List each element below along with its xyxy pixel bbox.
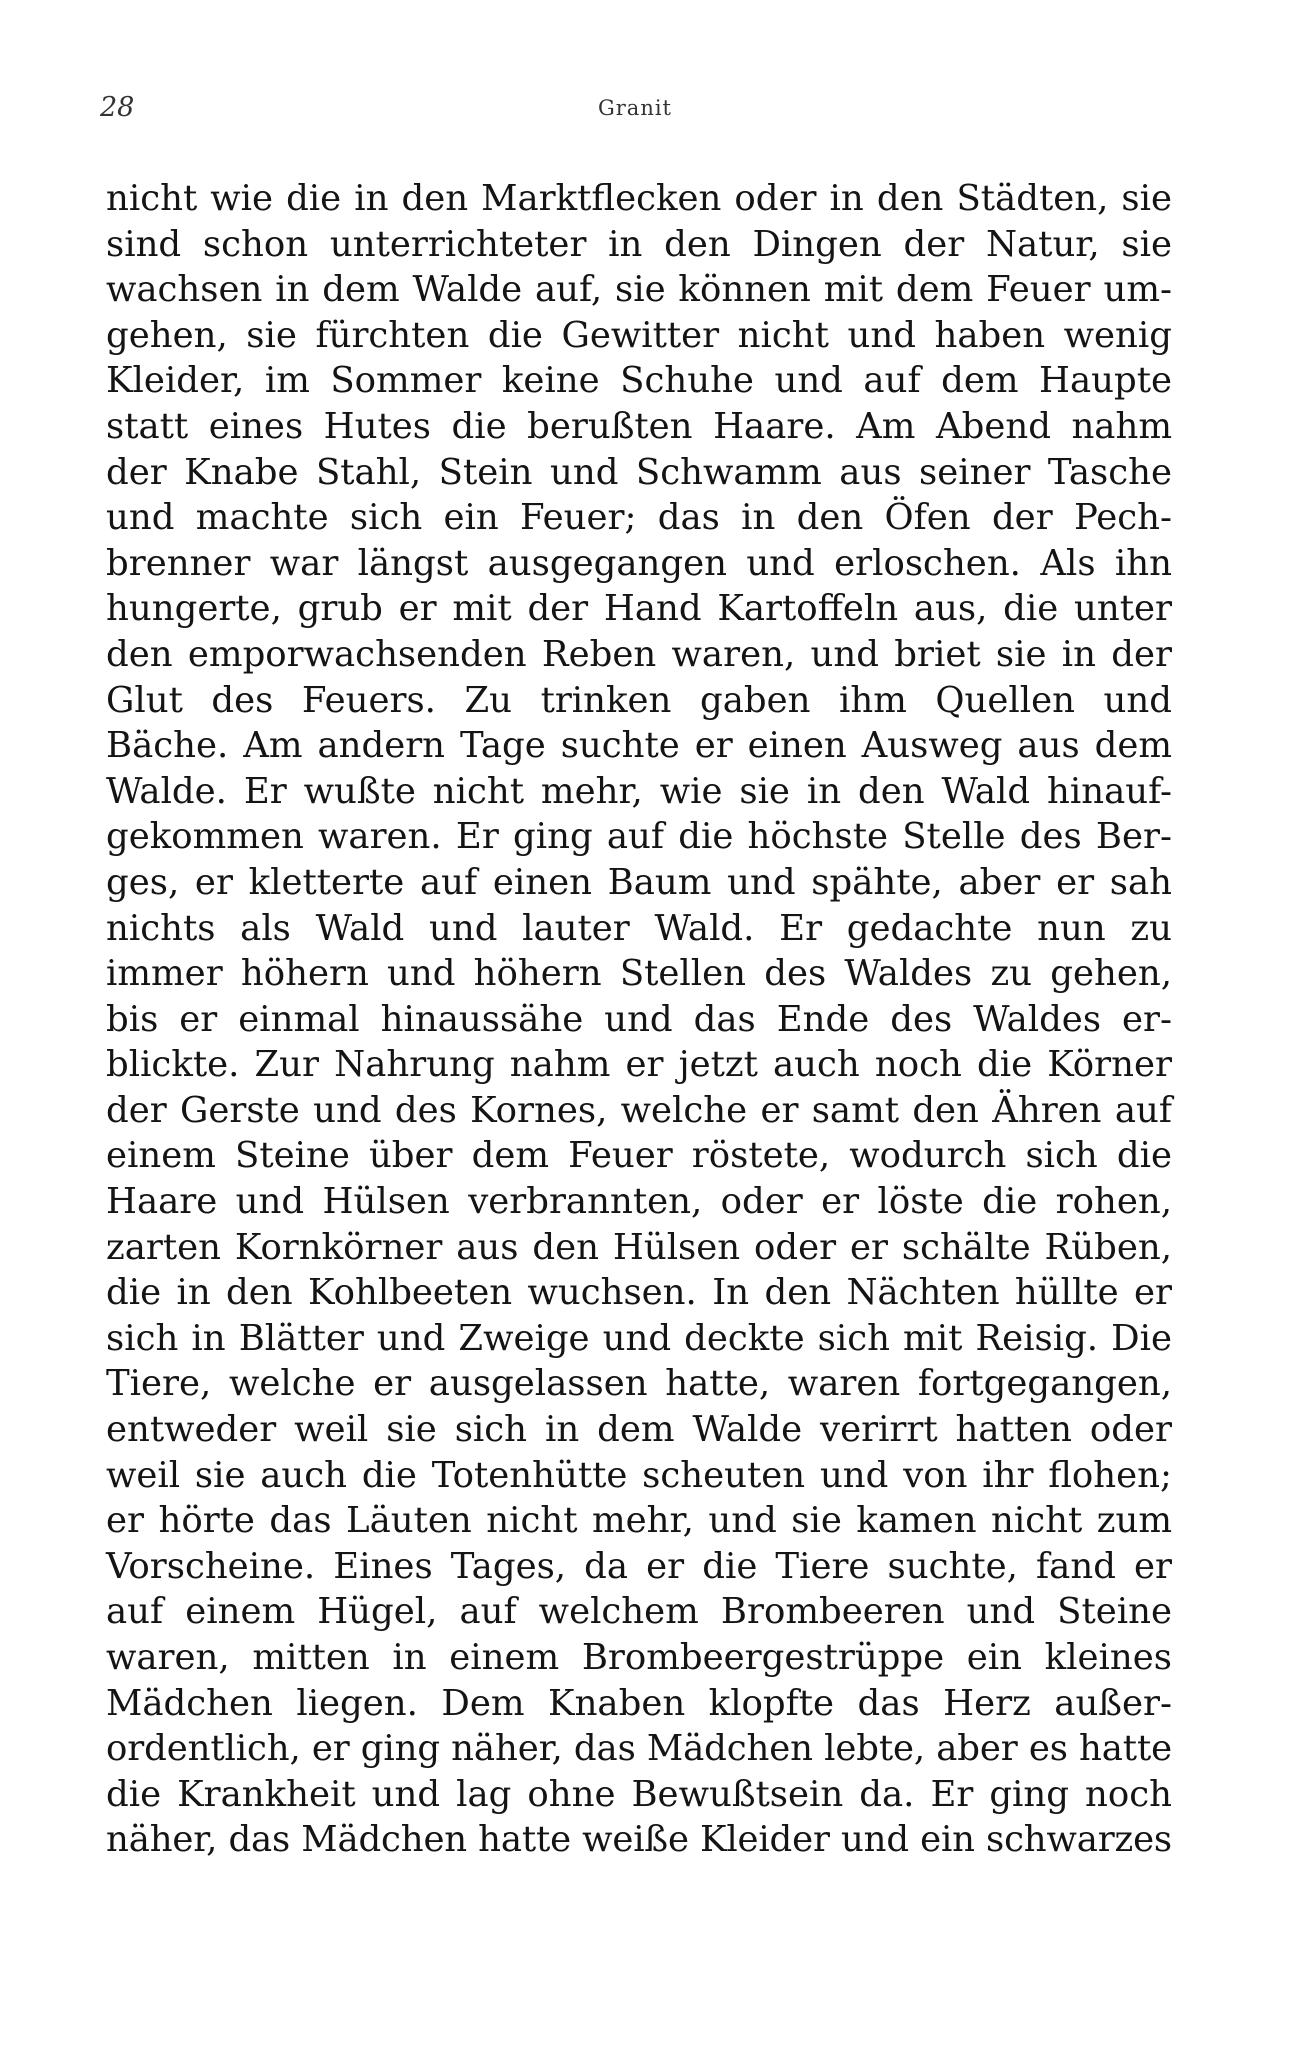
text-line: der Gerste und des Kornes, welche er samt den Ähren auf: [106, 1089, 1172, 1131]
text-line: sind schon unterrichteter in den Dingen der Natur, sie: [106, 223, 1172, 265]
text-line: entweder weil sie sich in dem Walde verirrt hatten oder: [106, 1409, 1172, 1451]
running-title: Granit: [597, 96, 672, 120]
text-line: statt eines Hutes die berußten Haare. Am Abend nahm: [106, 405, 1172, 447]
text-line: Mädchen liegen. Dem Knaben klopfte das Herz außer-: [106, 1682, 1172, 1724]
text-line: waren, mitten in einem Brombeergestrüppe ein kleines: [106, 1637, 1172, 1678]
page-header: [100, 92, 1170, 132]
text-line: sich in Blätter und Zweige und deckte sich mit Reisig. Die: [106, 1317, 1172, 1359]
page-number: 28: [100, 92, 135, 123]
text-line: blickte. Zur Nahrung nahm er jetzt auch noch die Körner: [106, 1044, 1172, 1086]
text-line: nicht wie die in den Marktflecken oder in den Städten, sie: [106, 178, 1172, 219]
text-line: gekommen waren. Er ging auf die höchste Stelle des Ber-: [106, 816, 1172, 858]
text-line: zarten Kornkörner aus den Hülsen oder er schälte Rüben,: [106, 1226, 1172, 1268]
text-line: Haare und Hülsen verbrannten, oder er löste die rohen,: [106, 1181, 1172, 1223]
text-line: nichts als Wald und lauter Wald. Er gedachte nun zu: [106, 907, 1172, 949]
text-line: hungerte, grub er mit der Hand Kartoffeln aus, die unter: [106, 588, 1172, 630]
text-line: einem Steine über dem Feuer röstete, wodurch sich die: [106, 1135, 1172, 1177]
text-line: Glut des Feuers. Zu trinken gaben ihm Quellen und: [106, 679, 1172, 721]
text-line: Kleider, im Sommer keine Schuhe und auf dem Haupte: [106, 360, 1172, 402]
text-line: ges, er kletterte auf einen Baum und spähte, aber er sah: [106, 861, 1172, 903]
text-line: die Krankheit und lag ohne Bewußtsein da. Er ging noch: [106, 1773, 1172, 1815]
text-line: wachsen in dem Walde auf, sie können mit dem Feuer um-: [106, 269, 1172, 311]
text-line: immer höhern und höhern Stellen des Waldes zu gehen,: [106, 953, 1172, 995]
text-line: gehen, sie fürchten die Gewitter nicht und haben wenig: [106, 314, 1172, 356]
text-line: Bäche. Am andern Tage suchte er einen Ausweg aus dem: [106, 725, 1172, 767]
text-line: den emporwachsenden Reben waren, und briet sie in der: [106, 633, 1172, 675]
text-line: auf einem Hügel, auf welchem Brombeeren und Steine: [106, 1591, 1172, 1633]
text-line: Tiere, welche er ausgelassen hatte, waren fortgegangen,: [106, 1363, 1172, 1405]
text-line: Vorscheine. Eines Tages, da er die Tiere suchte, fand er: [106, 1545, 1172, 1587]
text-line: brenner war längst ausgegangen und erloschen. Als ihn: [106, 542, 1172, 584]
text-line: Walde. Er wußte nicht mehr, wie sie in den Wald hinauf-: [106, 770, 1172, 812]
text-line: näher, das Mädchen hatte weiße Kleider und ein schwarzes: [106, 1819, 1172, 1861]
text-line: ordentlich, er ging näher, das Mädchen lebte, aber es hatte: [106, 1728, 1172, 1770]
text-line: weil sie auch die Totenhütte scheuten und von ihr flohen;: [106, 1454, 1172, 1496]
text-line: die in den Kohlbeeten wuchsen. In den Nächten hüllte er: [106, 1272, 1172, 1314]
text-line: bis er einmal hinaussähe und das Ende des Waldes er-: [106, 998, 1172, 1040]
text-line: der Knabe Stahl, Stein und Schwamm aus seiner Tasche: [106, 451, 1172, 493]
body-text: [106, 176, 1172, 1863]
text-line: er hörte das Läuten nicht mehr, und sie kamen nicht zum: [106, 1500, 1172, 1542]
text-line: und machte sich ein Feuer; das in den Öfen der Pech-: [106, 497, 1172, 539]
